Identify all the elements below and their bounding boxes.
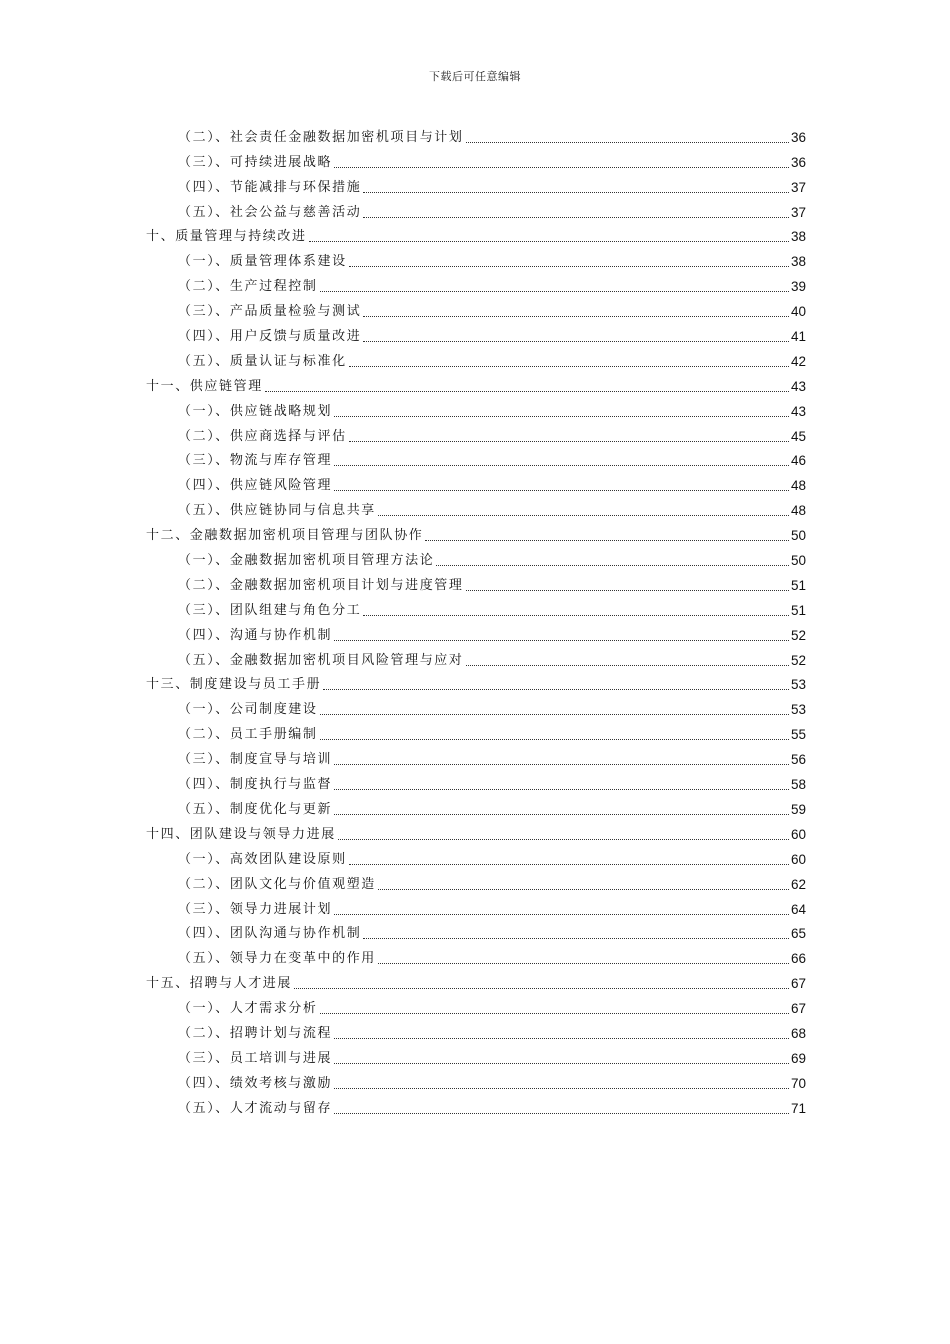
toc-section-entry[interactable] bbox=[146, 572, 806, 597]
toc-section-entry[interactable] bbox=[146, 771, 806, 796]
toc-dot-leader bbox=[349, 863, 789, 865]
toc-entry-title: （一）、质量管理体系建设 bbox=[178, 254, 347, 270]
toc-dot-leader bbox=[309, 240, 789, 242]
toc-entry-title: （三）、物流与库存管理 bbox=[178, 453, 333, 469]
toc-dot-leader bbox=[349, 440, 789, 442]
toc-page-number: 36 bbox=[790, 154, 806, 170]
toc-page-number: 50 bbox=[790, 528, 806, 544]
toc-section-entry[interactable] bbox=[146, 497, 806, 522]
toc-page-number: 46 bbox=[790, 453, 806, 469]
toc-section-entry[interactable] bbox=[146, 846, 806, 871]
toc-entry-title: （四）、节能减排与环保措施 bbox=[178, 179, 362, 195]
toc-page-number: 56 bbox=[790, 752, 806, 768]
toc-entry-title: 十二、金融数据加密机项目管理与团队协作 bbox=[146, 528, 424, 544]
toc-page-number: 53 bbox=[790, 677, 806, 693]
toc-entry-title: 十、质量管理与持续改进 bbox=[146, 229, 307, 245]
toc-dot-leader bbox=[320, 1012, 789, 1014]
toc-section-entry[interactable] bbox=[146, 721, 806, 746]
toc-dot-leader bbox=[334, 813, 789, 815]
toc-section-entry[interactable] bbox=[146, 149, 806, 174]
toc-dot-leader bbox=[363, 937, 789, 939]
toc-entry-title: （一）、供应链战略规划 bbox=[178, 403, 333, 419]
toc-dot-leader bbox=[363, 315, 789, 317]
toc-chapter-entry[interactable] bbox=[146, 672, 806, 697]
toc-page-number: 59 bbox=[790, 801, 806, 817]
toc-section-entry[interactable] bbox=[146, 995, 806, 1020]
toc-dot-leader bbox=[294, 987, 789, 989]
toc-section-entry[interactable] bbox=[146, 597, 806, 622]
toc-page-number: 51 bbox=[790, 602, 806, 618]
toc-dot-leader bbox=[466, 664, 789, 666]
toc-section-entry[interactable] bbox=[146, 199, 806, 224]
toc-dot-leader bbox=[334, 788, 789, 790]
toc-dot-leader bbox=[466, 589, 789, 591]
toc-page-number: 58 bbox=[790, 777, 806, 793]
toc-section-entry[interactable] bbox=[146, 696, 806, 721]
toc-page-number: 40 bbox=[790, 304, 806, 320]
toc-section-entry[interactable] bbox=[146, 647, 806, 672]
toc-chapter-entry[interactable] bbox=[146, 522, 806, 547]
toc-section-entry[interactable] bbox=[146, 1070, 806, 1095]
toc-entry-title: （二）、金融数据加密机项目计划与进度管理 bbox=[178, 577, 464, 593]
toc-dot-leader bbox=[349, 365, 789, 367]
toc-section-entry[interactable] bbox=[146, 896, 806, 921]
toc-entry-title: 十一、供应链管理 bbox=[146, 378, 263, 394]
toc-page-number: 36 bbox=[790, 129, 806, 145]
toc-page-number: 67 bbox=[790, 1001, 806, 1017]
toc-page-number: 66 bbox=[790, 951, 806, 967]
toc-dot-leader bbox=[334, 1037, 789, 1039]
toc-entry-title: （一）、金融数据加密机项目管理方法论 bbox=[178, 553, 435, 569]
toc-section-entry[interactable] bbox=[146, 746, 806, 771]
toc-dot-leader bbox=[265, 390, 789, 392]
toc-page-number: 52 bbox=[790, 627, 806, 643]
toc-page-number: 37 bbox=[790, 204, 806, 220]
toc-chapter-entry[interactable] bbox=[146, 224, 806, 249]
toc-dot-leader bbox=[334, 489, 789, 491]
toc-dot-leader bbox=[425, 539, 789, 541]
toc-dot-leader bbox=[334, 913, 789, 915]
toc-entry-title: （四）、用户反馈与质量改进 bbox=[178, 329, 362, 345]
toc-entry-title: （一）、人才需求分析 bbox=[178, 1001, 318, 1017]
toc-dot-leader bbox=[436, 564, 789, 566]
toc-page-number: 50 bbox=[790, 553, 806, 569]
toc-chapter-entry[interactable] bbox=[146, 373, 806, 398]
toc-dot-leader bbox=[334, 464, 789, 466]
toc-entry-title: （四）、制度执行与监督 bbox=[178, 777, 333, 793]
toc-dot-leader bbox=[334, 763, 789, 765]
toc-entry-title: 十三、制度建设与员工手册 bbox=[146, 677, 322, 693]
toc-section-entry[interactable] bbox=[146, 273, 806, 298]
toc-page-number: 62 bbox=[790, 876, 806, 892]
toc-dot-leader bbox=[334, 415, 789, 417]
toc-section-entry[interactable] bbox=[146, 448, 806, 473]
toc-page-number: 48 bbox=[790, 503, 806, 519]
toc-dot-leader bbox=[378, 962, 789, 964]
page-header: 下载后可任意编辑 bbox=[429, 70, 521, 83]
toc-entry-title: （二）、员工手册编制 bbox=[178, 727, 318, 743]
toc-dot-leader bbox=[363, 614, 789, 616]
toc-section-entry[interactable] bbox=[146, 945, 806, 970]
toc-entry-title: 十四、团队建设与领导力进展 bbox=[146, 826, 336, 842]
toc-page-number: 65 bbox=[790, 926, 806, 942]
toc-dot-leader bbox=[334, 1062, 789, 1064]
toc-entry-title: 十五、招聘与人才进展 bbox=[146, 976, 293, 992]
toc-entry-title: （四）、团队沟通与协作机制 bbox=[178, 926, 362, 942]
toc-section-entry[interactable] bbox=[146, 1020, 806, 1045]
toc-section-entry[interactable] bbox=[146, 323, 806, 348]
toc-entry-title: （四）、绩效考核与激励 bbox=[178, 1075, 333, 1091]
toc-page-number: 43 bbox=[790, 403, 806, 419]
toc-entry-title: （二）、团队文化与价值观塑造 bbox=[178, 876, 376, 892]
toc-entry-title: （五）、社会公益与慈善活动 bbox=[178, 204, 362, 220]
toc-section-entry[interactable] bbox=[146, 248, 806, 273]
toc-entry-title: （四）、沟通与协作机制 bbox=[178, 627, 333, 643]
toc-dot-leader bbox=[363, 216, 789, 218]
toc-page-number: 68 bbox=[790, 1025, 806, 1041]
toc-entry-title: （五）、人才流动与留存 bbox=[178, 1100, 333, 1116]
toc-dot-leader bbox=[334, 1112, 789, 1114]
toc-section-entry[interactable] bbox=[146, 547, 806, 572]
toc-page-number: 39 bbox=[790, 279, 806, 295]
toc-section-entry[interactable] bbox=[146, 921, 806, 946]
toc-dot-leader bbox=[378, 888, 789, 890]
toc-section-entry[interactable] bbox=[146, 472, 806, 497]
toc-entry-title: （二）、供应商选择与评估 bbox=[178, 428, 347, 444]
toc-dot-leader bbox=[334, 1087, 789, 1089]
toc-page-number: 43 bbox=[790, 378, 806, 394]
toc-page-number: 60 bbox=[790, 851, 806, 867]
toc-entry-title: （五）、质量认证与标准化 bbox=[178, 353, 347, 369]
toc-entry-title: （五）、供应链协同与信息共享 bbox=[178, 503, 376, 519]
toc-entry-title: （一）、公司制度建设 bbox=[178, 702, 318, 718]
toc-section-entry[interactable] bbox=[146, 622, 806, 647]
toc-dot-leader bbox=[320, 738, 789, 740]
toc-entry-title: （一）、高效团队建设原则 bbox=[178, 851, 347, 867]
toc-entry-title: （二）、招聘计划与流程 bbox=[178, 1025, 333, 1041]
toc-dot-leader bbox=[320, 713, 789, 715]
toc-section-entry[interactable] bbox=[146, 1095, 806, 1120]
toc-page-number: 45 bbox=[790, 428, 806, 444]
toc-dot-leader bbox=[338, 838, 789, 840]
toc-entry-title: （五）、领导力在变革中的作用 bbox=[178, 951, 376, 967]
toc-page-number: 53 bbox=[790, 702, 806, 718]
toc-dot-leader bbox=[378, 514, 789, 516]
toc-page-number: 42 bbox=[790, 353, 806, 369]
toc-entry-title: （三）、可持续进展战略 bbox=[178, 154, 333, 170]
toc-dot-leader bbox=[466, 141, 789, 143]
toc-entry-title: （三）、员工培训与进展 bbox=[178, 1050, 333, 1066]
toc-entry-title: （五）、制度优化与更新 bbox=[178, 801, 333, 817]
toc-section-entry[interactable] bbox=[146, 871, 806, 896]
toc-page-number: 60 bbox=[790, 826, 806, 842]
toc-page-number: 48 bbox=[790, 478, 806, 494]
toc-page-number: 41 bbox=[790, 329, 806, 345]
table-of-contents bbox=[146, 124, 806, 1120]
toc-page-number: 70 bbox=[790, 1075, 806, 1091]
toc-entry-title: （二）、社会责任金融数据加密机项目与计划 bbox=[178, 129, 464, 145]
toc-dot-leader bbox=[363, 340, 789, 342]
toc-section-entry[interactable] bbox=[146, 398, 806, 423]
toc-page-number: 67 bbox=[790, 976, 806, 992]
toc-entry-title: （三）、领导力进展计划 bbox=[178, 901, 333, 917]
toc-entry-title: （二）、生产过程控制 bbox=[178, 279, 318, 295]
toc-entry-title: （五）、金融数据加密机项目风险管理与应对 bbox=[178, 652, 464, 668]
toc-page-number: 69 bbox=[790, 1050, 806, 1066]
toc-section-entry[interactable] bbox=[146, 348, 806, 373]
toc-chapter-entry[interactable] bbox=[146, 821, 806, 846]
toc-page-number: 38 bbox=[790, 254, 806, 270]
toc-section-entry[interactable] bbox=[146, 298, 806, 323]
toc-section-entry[interactable] bbox=[146, 1045, 806, 1070]
toc-page-number: 38 bbox=[790, 229, 806, 245]
toc-dot-leader bbox=[349, 265, 789, 267]
toc-dot-leader bbox=[323, 688, 789, 690]
toc-section-entry[interactable] bbox=[146, 124, 806, 149]
toc-entry-title: （三）、团队组建与角色分工 bbox=[178, 602, 362, 618]
toc-page-number: 51 bbox=[790, 577, 806, 593]
toc-dot-leader bbox=[363, 191, 789, 193]
toc-entry-title: （三）、制度宣导与培训 bbox=[178, 752, 333, 768]
toc-page-number: 37 bbox=[790, 179, 806, 195]
toc-section-entry[interactable] bbox=[146, 796, 806, 821]
toc-section-entry[interactable] bbox=[146, 174, 806, 199]
toc-chapter-entry[interactable] bbox=[146, 970, 806, 995]
toc-dot-leader bbox=[320, 290, 789, 292]
toc-entry-title: （四）、供应链风险管理 bbox=[178, 478, 333, 494]
toc-dot-leader bbox=[334, 166, 789, 168]
toc-dot-leader bbox=[334, 639, 789, 641]
toc-page-number: 71 bbox=[790, 1100, 806, 1116]
toc-page-number: 64 bbox=[790, 901, 806, 917]
toc-page-number: 55 bbox=[790, 727, 806, 743]
toc-entry-title: （三）、产品质量检验与测试 bbox=[178, 304, 362, 320]
toc-page-number: 52 bbox=[790, 652, 806, 668]
toc-section-entry[interactable] bbox=[146, 423, 806, 448]
